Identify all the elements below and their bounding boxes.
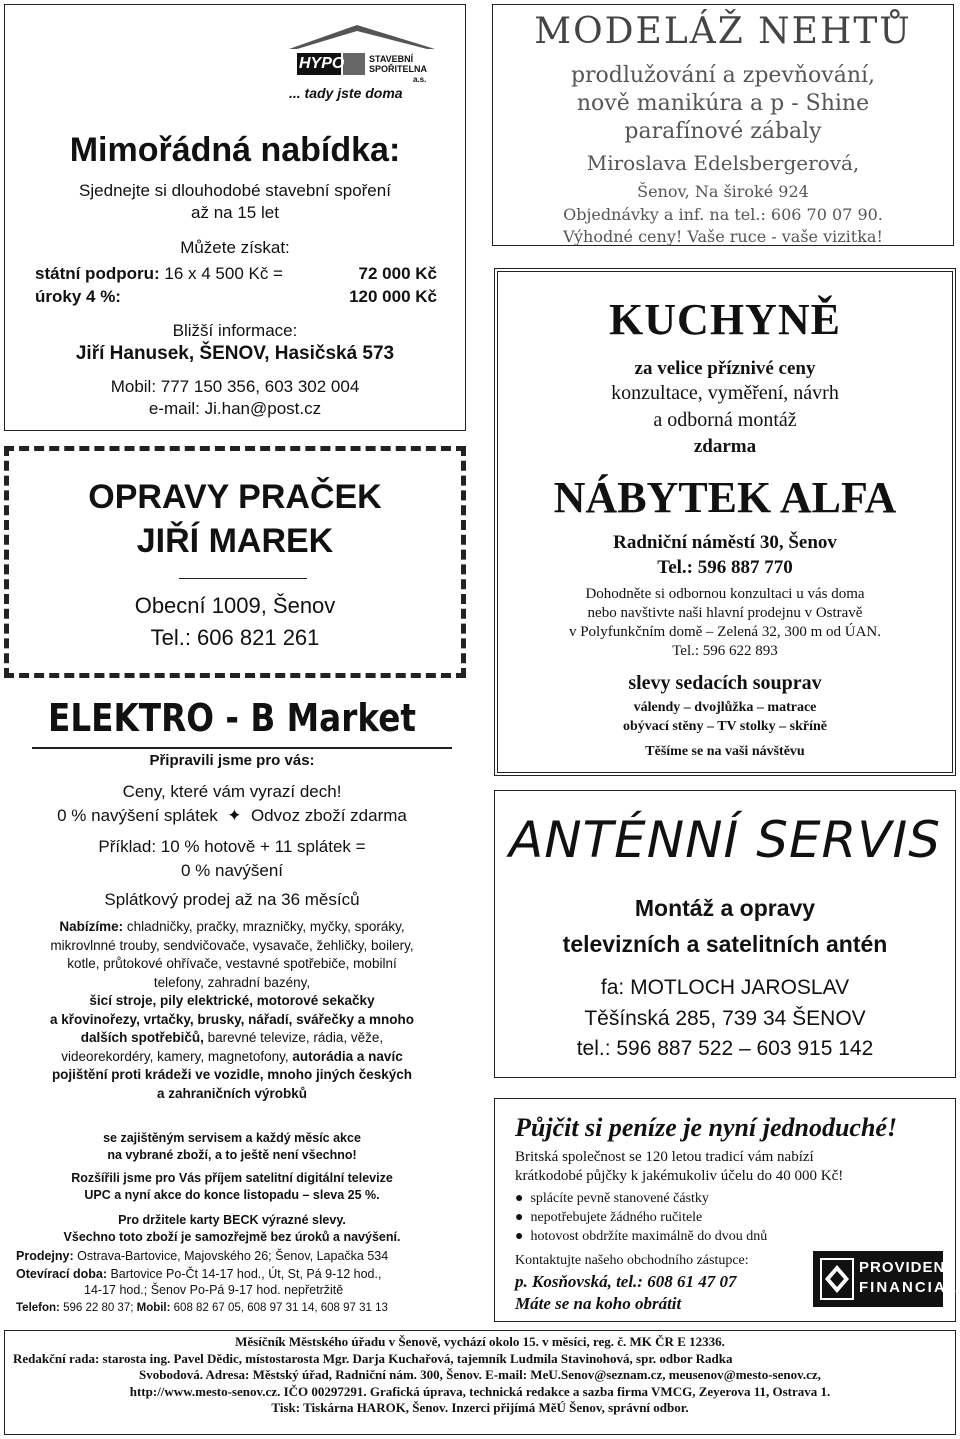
hypo-logo-tagline: ... tady jste doma <box>289 85 403 101</box>
elektro-service-2: na vybrané zboží, a to ještě není všechno! <box>107 1148 357 1162</box>
footer-line-1: Měsíčník Městského úřadu v Šenově, vychází okolo 15. v měsíci, reg. č. MK ČR E 12336. <box>235 1334 725 1349</box>
elektro-service <box>12 1130 452 1164</box>
provident-contact-label: Kontaktujte našeho obchodního zástupce: <box>515 1253 749 1268</box>
hypo-row1-label: státní podporu: <box>35 264 160 283</box>
nabytek-detail-4: Tel.: 596 622 893 <box>672 643 778 659</box>
elektro-hours-2: 14-17 hod.; Šenov Po-Pá 9-17 hod. nepřetržitě <box>84 1283 344 1297</box>
hypo-lead-1: Sjednejte si dlouhodobé stavební spoření <box>79 181 391 200</box>
hypo-info-label: Bližší informace: <box>172 321 298 340</box>
modelaz-nehtu-ad <box>492 4 954 246</box>
provident-bullet-2: nepotřebujete žádného ručitele <box>530 1210 703 1225</box>
newsletter-footer <box>4 1330 956 1435</box>
elektro-line-4: 0 % navýšení <box>180 861 284 880</box>
footer-line-2: Redakční rada: starosta ing. Pavel Dědic, místostarosta Mgr. Darja Kuchařová, tajemník Ludmila Stavinohová, spr. odbor Radka <box>13 1350 733 1366</box>
opravy-title-1: OPRAVY PRAČEK <box>88 478 382 516</box>
elektro-details <box>16 1248 452 1316</box>
elektro-mobile: 608 82 67 05, 608 97 31 14, 608 97 31 13 <box>170 1302 388 1314</box>
modelaz-line-1: prodlužování a zpevňování, <box>570 63 876 88</box>
nabytek-closing: Těšíme se na vaši návštěvu <box>645 744 805 759</box>
elektro-offer-5: šicí stroje, pily elektrické, motorové sekačky <box>89 993 375 1008</box>
elektro-divider <box>32 747 452 749</box>
kuchyne-title: KUCHYNĚ <box>609 295 841 344</box>
modelaz-line-2: nově manikúra a p - Shine <box>576 91 870 116</box>
modelaz-line-4: Miroslava Edelsbergerová, <box>586 151 860 175</box>
elektro-offer-10: a zahraničních výrobků <box>156 1085 308 1101</box>
kuchyne-line-2: konzultace, vyměření, návrh <box>611 382 839 404</box>
opravy-pracek-ad <box>4 446 466 678</box>
elektro-beck-line: Pro držitele karty BECK výrazné slevy. <box>118 1213 346 1227</box>
provident-p1: Britská společnost se 120 letou tradicí vám nabízí <box>515 1149 814 1165</box>
nabytek-detail-3: v Polyfunkčním domě – Zelená 32, 300 m od ÚAN. <box>568 624 882 640</box>
elektro-mobile-label: Mobil: <box>136 1302 171 1314</box>
anteni-firm: fa: MOTLOCH JAROSLAV <box>600 976 850 999</box>
nabytek-details <box>498 585 952 661</box>
provident-logo-2: FINANCIAL <box>859 1279 958 1296</box>
elektro-b-market-ad <box>12 690 452 1325</box>
elektro-offer-6: a křovinořezy, vrtačky, brusky, nářadí, svářečky a mnoho <box>50 1011 414 1027</box>
modelaz-line-7: Výhodné ceny! Vaše ruce - vaše vizitka! <box>563 227 883 246</box>
antenni-servis-ad <box>494 790 956 1078</box>
kuchyne-nabytek-alfa-ad <box>494 268 956 776</box>
elektro-beck <box>12 1212 452 1246</box>
elektro-subtitle: Připravili jsme pro vás: <box>149 752 315 769</box>
elektro-phone: 596 22 80 37; <box>59 1302 137 1314</box>
provident-bullet-1: splácíte pevně stanovené částky <box>530 1191 709 1206</box>
nabytek-detail-2: nebo navštivte naši hlavní prodejnu v Ostravě <box>587 605 863 621</box>
elektro-offer-1: chladničky, pračky, mrazničky, myčky, sporáky, <box>123 919 405 934</box>
nabytek-items-2: obývací stěny – TV stolky – skříně <box>622 719 828 734</box>
opravy-address: Obecní 1009, Šenov <box>134 593 336 618</box>
hypo-roof-icon <box>287 23 437 83</box>
elektro-offer-7a: dalších spotřebičů, <box>80 1030 204 1045</box>
nabytek-detail-1: Dohodněte si odbornou konzultaci u vás doma <box>585 586 865 602</box>
modelaz-line-6: Objednávky a inf. na tel.: 606 70 07 90. <box>563 205 883 224</box>
opravy-title <box>9 475 461 563</box>
hypo-can-get: Můžete získat: <box>180 238 290 257</box>
elektro-offer-2: mikrovlnné trouby, sendvičovače, vysavače, žehličky, boilery, <box>50 937 414 953</box>
elektro-service-1: se zajištěným servisem a každý měsíc akce <box>103 1131 361 1145</box>
elektro-line-2a: 0 % navýšení splátek <box>57 806 218 825</box>
hypo-row2-label: úroky 4 %: <box>35 287 121 306</box>
kuchyne-line-4: zdarma <box>693 436 757 457</box>
hypo-logo <box>287 23 437 107</box>
modelaz-line-5: Šenov, Na široké 924 <box>637 182 809 201</box>
elektro-shops: Ostrava-Bartovice, Majovského 26; Šenov, Lapačka 534 <box>73 1249 389 1263</box>
hypo-email: e-mail: Ji.han@post.cz <box>148 399 322 418</box>
nabytek-items-1: válendy – dvojlůžka – matrace <box>633 700 817 715</box>
anteni-line-2: televizních a satelitních antén <box>562 931 888 957</box>
elektro-offer-7b: barevné televize, rádia, věže, <box>203 1030 384 1045</box>
hypo-row1-calc: 16 x 4 500 Kč = <box>159 264 283 283</box>
star-icon: ✦ <box>222 806 247 825</box>
provident-emblem-icon <box>819 1257 855 1301</box>
provident-p2: krátkodobé půjčky k jakémukoliv účelu do 40 000 Kč! <box>515 1168 844 1184</box>
opravy-phone: Tel.: 606 821 261 <box>150 625 320 650</box>
footer-lines <box>13 1334 947 1417</box>
elektro-delivery: Všechno toto zboží je samozřejmě bez úroků a navýšení. <box>63 1230 401 1244</box>
bullet-icon: ● <box>515 1191 531 1206</box>
hypo-logo-bank: STAVEBNÍ SPOŘITELNA <box>369 54 428 74</box>
footer-line-5: Tisk: Tiskárna HAROK, Šenov. Inzerci přijímá MěÚ Šenov, správní odbor. <box>271 1400 689 1415</box>
nabytek-sale: slevy sedacích souprav <box>628 672 822 694</box>
elektro-offer-8b: autorádia a navíc <box>292 1048 403 1064</box>
footer-line-4: http://www.mesto-senov.cz. IČO 00297291. Grafická úprava, technická redakce a sazba firma VMCG, Zeyerova 11, Ostrava 1. <box>129 1383 831 1399</box>
elektro-sat-1: Rozšířili jsme pro Vás příjem satelitní digitální televize <box>71 1171 393 1185</box>
hypo-row1-value: 72 000 Kč <box>358 264 437 283</box>
footer-line-3: Svobodová. Adresa: Městský úřad, Radniční nám. 300, Šenov. E-mail: MeU.Senov@seznam.cz, meusenov@mesto-senov.cz, <box>139 1367 821 1382</box>
hypo-row-interest <box>35 287 437 307</box>
elektro-hours-1: Bartovice Po-Čt 14-17 hod., Út, St, Pá 9-12 hod., <box>107 1267 382 1281</box>
elektro-offer-3: kotle, průtokové ohřívače, vestavné spotřebiče, mobilní <box>67 956 397 971</box>
elektro-offer-8a: videorekordéry, kamery, magnetofony, <box>61 1048 293 1064</box>
bullet-icon: ● <box>515 1210 531 1225</box>
elektro-sat-2: UPC a nyní akce do konce listopadu – sleva 25 %. <box>84 1188 380 1202</box>
provident-agent: p. Kosňovská, tel.: 608 61 47 07 <box>515 1272 737 1291</box>
elektro-hours-label: Otevírací doba: <box>16 1267 107 1281</box>
elektro-offer <box>12 918 452 1103</box>
kuchyne-line-3: a odborná montáž <box>653 409 797 431</box>
elektro-offer-label: Nabízíme: <box>59 919 124 934</box>
hypo-row2-value: 120 000 Kč <box>349 287 437 306</box>
modelaz-line-3: parafínové zábaly <box>624 119 822 144</box>
elektro-phone-label: Telefon: <box>16 1302 60 1314</box>
opravy-divider <box>179 578 307 579</box>
elektro-line-1: Ceny, které vám vyrazí dech! <box>122 782 342 801</box>
nabytek-address: Radniční náměstí 30, Šenov <box>613 532 837 553</box>
anteni-phone: tel.: 596 887 522 – 603 915 142 <box>576 1037 874 1060</box>
hypo-logo-suffix: a.s. <box>413 75 427 84</box>
nabytek-phone: Tel.: 596 887 770 <box>657 557 793 578</box>
anteni-title: ANTÉNNÍ SERVIS <box>509 811 941 869</box>
kuchyne-line-1: za velice příznivé ceny <box>634 358 816 379</box>
provident-slogan: Máte se na koho obrátit <box>515 1294 682 1313</box>
provident-bullets <box>515 1189 937 1246</box>
hypo-lead-2: až na 15 let <box>191 203 279 222</box>
elektro-offer-9: pojištění proti krádeži ve vozidle, mnoho jiných českých <box>51 1067 413 1082</box>
provident-ad <box>494 1098 956 1322</box>
nabytek-brand: NÁBYTEK ALFA <box>553 473 897 522</box>
elektro-offer-4: telefony, zahradní bazény, <box>153 974 311 990</box>
provident-logo-1: PROVIDENT <box>859 1259 956 1276</box>
hypo-row-subsidy <box>35 264 437 284</box>
elektro-line-2b: Odvoz zboží zdarma <box>250 806 407 825</box>
elektro-line-5: Splátkový prodej až na 36 měsíců <box>104 890 360 909</box>
anteni-line-1: Montáž a opravy <box>634 895 816 921</box>
elektro-title: ELEKTRO - B Market <box>48 696 416 740</box>
hypo-title: Mimořádná nabídka: <box>69 131 401 169</box>
provident-bullet-3: hotovost obdržíte maximálně do dvou dnů <box>530 1229 768 1244</box>
elektro-satellite <box>12 1170 452 1204</box>
hypo-logo-name: HYPO <box>299 55 345 72</box>
hypo-mobile: Mobil: 777 150 356, 603 302 004 <box>110 377 360 396</box>
provident-title: Půjčit si peníze je nyní jednoduché! <box>515 1113 898 1142</box>
hypo-contact: Jiří Hanusek, ŠENOV, Hasičská 573 <box>75 343 395 364</box>
bullet-icon: ● <box>515 1229 531 1244</box>
modelaz-title: MODELÁŽ NEHTŮ <box>534 11 912 52</box>
elektro-line-3: Příklad: 10 % hotově + 11 splátek = <box>98 837 366 856</box>
hypo-ad <box>4 4 466 431</box>
elektro-line-2 <box>12 806 452 826</box>
provident-logo <box>813 1251 958 1307</box>
opravy-title-2: JIŘÍ MAREK <box>136 522 334 560</box>
elektro-shops-label: Prodejny: <box>16 1249 74 1263</box>
anteni-address: Těšínská 285, 739 34 ŠENOV <box>584 1007 866 1030</box>
